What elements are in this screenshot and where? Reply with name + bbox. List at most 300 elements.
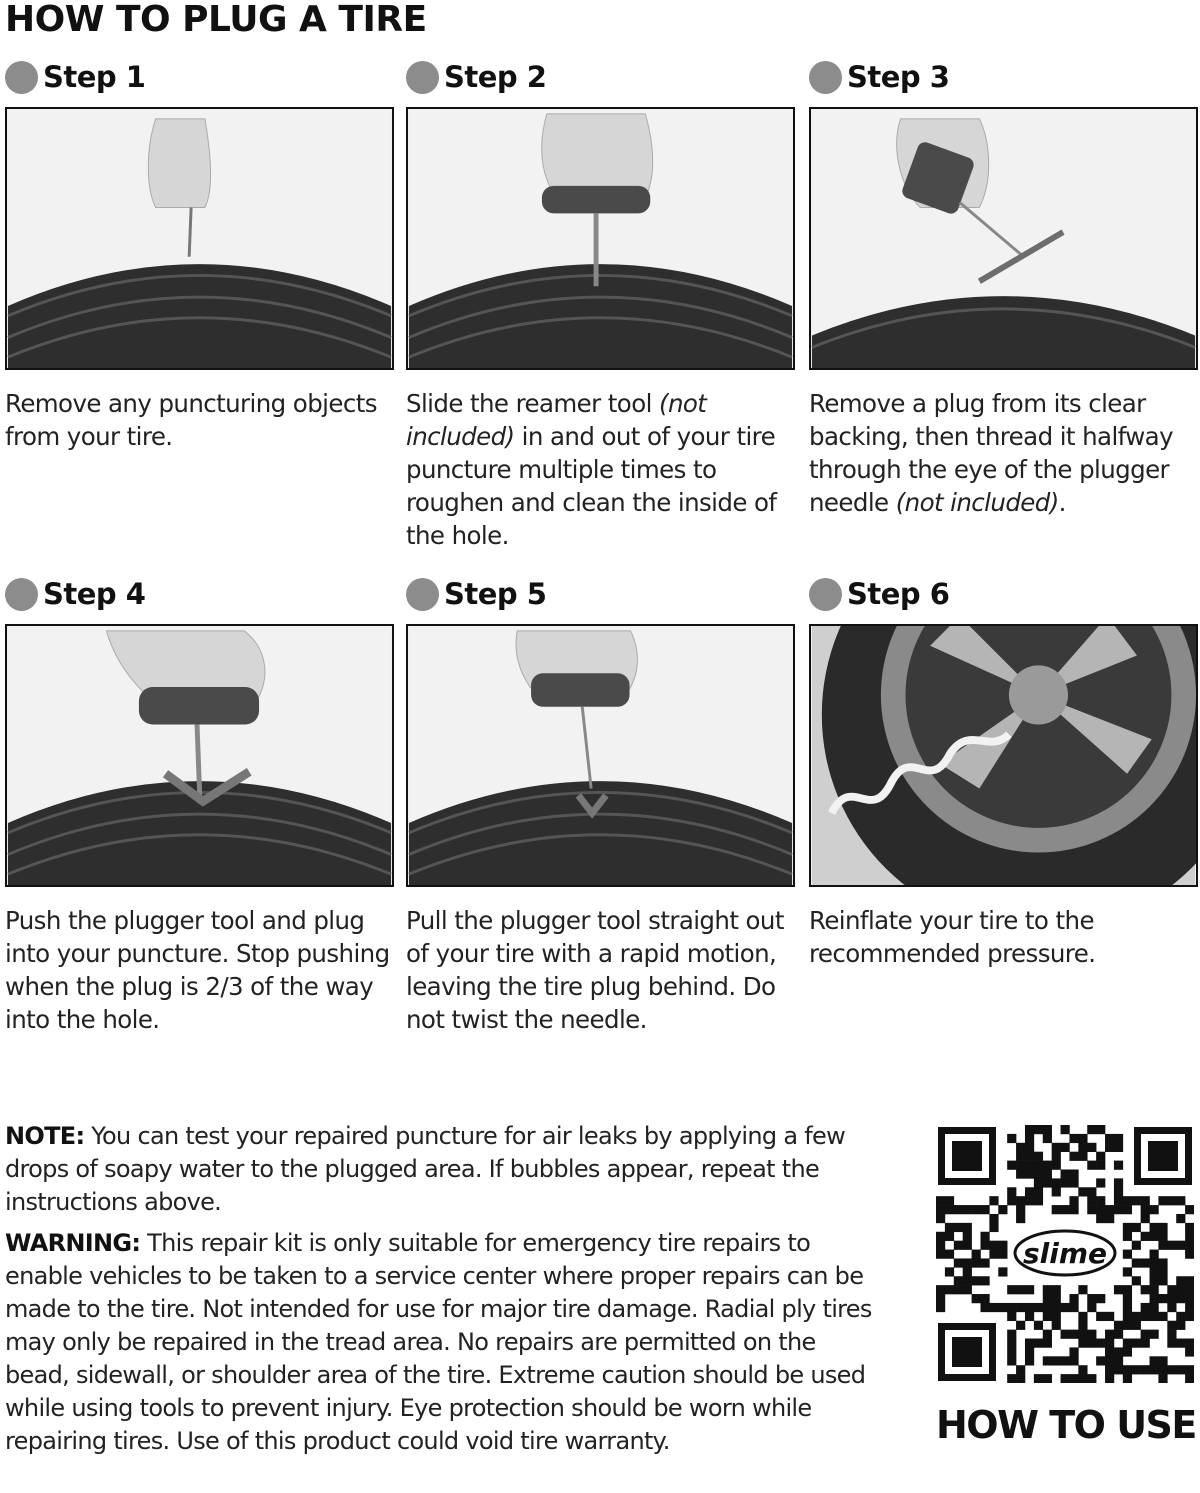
qr-module [1078,1285,1087,1294]
qr-module [1052,1356,1061,1365]
qr-module [1007,1196,1016,1205]
qr-module [1025,1187,1034,1196]
qr-module [1034,1169,1043,1178]
qr-module [1141,1330,1150,1339]
qr-module [1043,1169,1052,1178]
qr-module [1123,1250,1132,1259]
qr-module [1043,1125,1052,1134]
qr-module [1034,1339,1043,1348]
step-label: Step 5 [444,577,547,611]
step-header [5,574,145,614]
qr-module [1114,1196,1123,1205]
qr-module [1185,1294,1194,1303]
qr-module [1150,1294,1159,1303]
qr-module [936,1196,945,1205]
qr-module [1078,1321,1087,1330]
qr-module [1078,1312,1087,1321]
qr-module [1132,1196,1141,1205]
qr-module [1185,1285,1194,1294]
qr-module [1034,1321,1043,1330]
qr-module [1087,1143,1096,1152]
qr-module [1132,1241,1141,1250]
qr-module [1052,1294,1061,1303]
qr-module [1087,1294,1096,1303]
qr-module [1043,1161,1052,1170]
qr-module [1069,1374,1078,1383]
qr-module [1105,1365,1114,1374]
step-bullet-icon [5,578,38,611]
qr-module [1052,1178,1061,1187]
qr-module [1034,1196,1043,1205]
qr-module [963,1205,972,1214]
qr-module [945,1223,954,1232]
qr-module [936,1303,945,1312]
step-description: Push the plugger tool and plug into your puncture. Stop pushing when the plug is 2/3 of the way into the hole. [5,906,390,1034]
qr-module [963,1285,972,1294]
qr-module [1123,1223,1132,1232]
qr-module [1069,1169,1078,1178]
step-header [406,574,546,614]
qr-module [1061,1374,1070,1383]
qr-module [1123,1285,1132,1294]
qr-module [1052,1321,1061,1330]
qr-module [1114,1134,1123,1143]
qr-module [972,1250,981,1259]
qr-module [954,1276,963,1285]
qr-module [1069,1330,1078,1339]
qr-module [954,1205,963,1214]
note-label: NOTE: [5,1122,85,1150]
qr-module [1158,1356,1167,1365]
qr-module [1150,1365,1159,1374]
qr-module [1132,1365,1141,1374]
qr-module [1043,1356,1052,1365]
qr-module [1158,1276,1167,1285]
qr-module [1150,1250,1159,1259]
qr-module [1158,1312,1167,1321]
qr-module [1016,1152,1025,1161]
qr-module [1105,1143,1114,1152]
qr-module [1025,1169,1034,1178]
qr-module [945,1196,954,1205]
qr-module [972,1294,981,1303]
qr-module [1105,1356,1114,1365]
step-1-photo [5,107,394,370]
qr-module [1150,1356,1159,1365]
qr-module [1096,1339,1105,1348]
qr-module [1016,1161,1025,1170]
qr-module [1185,1339,1194,1348]
qr-module [1052,1285,1061,1294]
qr-module [1025,1134,1034,1143]
tire-reamer-image [408,109,793,368]
qr-module [989,1303,998,1312]
qr-module [1123,1232,1132,1241]
qr-module [1061,1143,1070,1152]
qr-module [945,1205,954,1214]
qr-module [1087,1161,1096,1170]
step-bullet-icon [406,578,439,611]
qr-module [1069,1356,1078,1365]
qr-module [1061,1303,1070,1312]
qr-module [1087,1303,1096,1312]
step-label: Step 2 [444,60,547,94]
qr-module [1025,1356,1034,1365]
qr-code-graphic [936,1125,1194,1383]
qr-module [1034,1374,1043,1383]
qr-module [1114,1321,1123,1330]
qr-module [963,1267,972,1276]
qr-module [1141,1303,1150,1312]
qr-module [1141,1258,1150,1267]
qr-module [1123,1303,1132,1312]
qr-module [1087,1187,1096,1196]
qr-module [936,1232,945,1241]
qr-module [1167,1321,1176,1330]
qr-module [1078,1187,1087,1196]
tire-tread-image [7,109,392,368]
qr-module [1185,1241,1194,1250]
step-label: Step 6 [847,577,950,611]
qr-module [1132,1276,1141,1285]
qr-module [1016,1374,1025,1383]
qr-module [1141,1205,1150,1214]
qr-module [1105,1330,1114,1339]
qr-module [1176,1294,1185,1303]
qr-module [1105,1374,1114,1383]
qr-module [945,1250,954,1259]
step-4-photo [5,624,394,887]
qr-code[interactable] [936,1125,1194,1383]
qr-module [1123,1321,1132,1330]
qr-module [1105,1347,1114,1356]
qr-module [1052,1303,1061,1312]
qr-module [1123,1365,1132,1374]
qr-module [1096,1312,1105,1321]
qr-module [1176,1276,1185,1285]
step-bullet-icon [809,578,842,611]
qr-module [1016,1205,1025,1214]
qr-module [1043,1134,1052,1143]
qr-module [1141,1365,1150,1374]
qr-module [1158,1223,1167,1232]
qr-module [1185,1365,1194,1374]
qr-module [1007,1187,1016,1196]
qr-module [1114,1161,1123,1170]
qr-module [1052,1143,1061,1152]
qr-module [1114,1330,1123,1339]
qr-module [1034,1125,1043,1134]
step-description: Remove any puncturing objects from your tire. [5,389,377,451]
qr-module [989,1250,998,1259]
qr-module [1176,1339,1185,1348]
qr-module [1105,1214,1114,1223]
qr-module [980,1205,989,1214]
qr-module [1052,1312,1061,1321]
qr-module [1087,1330,1096,1339]
qr-module [1150,1258,1159,1267]
qr-module [1114,1285,1123,1294]
qr-module [1141,1312,1150,1321]
qr-module [1025,1285,1034,1294]
qr-module [1078,1339,1087,1348]
qr-module [1025,1125,1034,1134]
slime-logo: slime [1022,1237,1108,1270]
step-bullet-icon [809,61,842,94]
qr-module [1016,1303,1025,1312]
qr-module [1150,1303,1159,1312]
qr-module [1016,1321,1025,1330]
qr-module [1185,1223,1194,1232]
qr-module [1141,1214,1150,1223]
qr-module [963,1258,972,1267]
qr-module [954,1241,963,1250]
qr-module [954,1285,963,1294]
qr-module [998,1250,1007,1259]
qr-module [1025,1161,1034,1170]
qr-module [998,1205,1007,1214]
qr-module [1132,1339,1141,1348]
qr-module [1141,1196,1150,1205]
qr-module [1016,1285,1025,1294]
qr-module [1114,1187,1123,1196]
qr-module [1087,1339,1096,1348]
qr-module [1087,1125,1096,1134]
qr-module [963,1241,972,1250]
qr-module [1185,1250,1194,1259]
qr-module [1025,1339,1034,1348]
qr-module [1114,1143,1123,1152]
step-3 [809,57,1199,537]
qr-module [980,1232,989,1241]
qr-caption: HOW TO USE [936,1403,1196,1447]
qr-module [963,1223,972,1232]
qr-module [1096,1214,1105,1223]
step-2 [406,57,796,550]
qr-module [1043,1312,1052,1321]
qr-module [1141,1285,1150,1294]
qr-module [1132,1223,1141,1232]
qr-module [1069,1303,1078,1312]
qr-module [1114,1178,1123,1187]
qr-module [1016,1169,1025,1178]
qr-module [1185,1347,1194,1356]
qr-module [1123,1267,1132,1276]
qr-module [1061,1169,1070,1178]
qr-module [1087,1196,1096,1205]
qr-module [945,1267,954,1276]
step-description: Slide the reamer tool (not included) in and out of your tire puncture multiple times to roughen and clean the inside of the hole. [406,389,777,550]
qr-module [1052,1161,1061,1170]
qr-module [1158,1241,1167,1250]
step-5 [406,574,796,1054]
qr-module [980,1241,989,1250]
qr-module [1016,1365,1025,1374]
qr-module [1096,1205,1105,1214]
plug-threading-image [811,109,1196,368]
qr-module [1185,1374,1194,1383]
qr-module [1158,1258,1167,1267]
qr-module [1078,1152,1087,1161]
qr-module [936,1250,945,1259]
qr-module [1150,1232,1159,1241]
note-paragraph [5,1120,875,1219]
qr-module [954,1258,963,1267]
qr-module [1158,1365,1167,1374]
warning-label: WARNING: [5,1229,141,1257]
tire-inflation-image [811,626,1196,885]
qr-module [1096,1294,1105,1303]
qr-module [936,1205,945,1214]
qr-module [1167,1285,1176,1294]
qr-module [1141,1339,1150,1348]
qr-module [972,1276,981,1285]
qr-module [1025,1196,1034,1205]
qr-module [1132,1258,1141,1267]
qr-module [1176,1285,1185,1294]
qr-module [945,1232,954,1241]
qr-module [1016,1196,1025,1205]
qr-module [1061,1178,1070,1187]
qr-module [1061,1205,1070,1214]
step-bullet-icon [406,61,439,94]
step-label: Step 4 [43,577,146,611]
step-5-photo [406,624,795,887]
qr-module [1052,1205,1061,1214]
qr-module [1016,1143,1025,1152]
qr-module [1096,1125,1105,1134]
step-description: Remove a plug from its clear backing, then thread it halfway through the eye of the plugger needle (not included). [809,389,1173,517]
qr-module [1025,1152,1034,1161]
qr-module [1150,1223,1159,1232]
qr-module [1034,1178,1043,1187]
qr-module [1123,1312,1132,1321]
qr-module [1096,1196,1105,1205]
warning-text: This repair kit is only suitable for emergency tire repairs to enable vehicles to be taken to a service center where proper repairs can be made to the tire. Not intended for use for major tire damage. Radial ply tires may only be repaired in the tread area. No repairs are permitted on the bead, sidewall, or shoulder area of the tire. Extreme caution should be used while using tools to prevent injury. Eye protection should be worn while repairing tires. Use of this product could void tire warranty. [5,1229,872,1455]
qr-module [1150,1267,1159,1276]
qr-module [1025,1303,1034,1312]
step-1 [5,57,395,537]
qr-module [1043,1285,1052,1294]
qr-module [1176,1312,1185,1321]
qr-module [1043,1374,1052,1383]
qr-module [998,1267,1007,1276]
qr-module [1007,1134,1016,1143]
qr-module [1052,1187,1061,1196]
qr-module [1167,1196,1176,1205]
step-description: Reinflate your tire to the recommended pressure. [809,906,1096,968]
qr-module [1096,1161,1105,1170]
qr-module [1007,1161,1016,1170]
plug-insertion-image [7,626,392,885]
qr-module [1167,1241,1176,1250]
qr-module [1069,1134,1078,1143]
qr-module [1078,1374,1087,1383]
step-header [406,57,546,97]
qr-module [1123,1374,1132,1383]
qr-module [1007,1285,1016,1294]
qr-module [1034,1161,1043,1170]
qr-module [1043,1303,1052,1312]
qr-module [963,1276,972,1285]
qr-module [1061,1330,1070,1339]
step-4 [5,574,395,1054]
qr-module [1069,1178,1078,1187]
qr-module [1043,1178,1052,1187]
qr-module [963,1232,972,1241]
step-2-photo [406,107,795,370]
qr-module [1123,1205,1132,1214]
qr-module [945,1285,954,1294]
qr-module [1043,1339,1052,1348]
qr-module [1007,1374,1016,1383]
qr-module [1069,1152,1078,1161]
qr-module [1043,1330,1052,1339]
qr-module [980,1294,989,1303]
qr-module [1185,1303,1194,1312]
qr-module [1158,1294,1167,1303]
qr-module [1158,1267,1167,1276]
qr-module [1185,1232,1194,1241]
qr-module [1167,1294,1176,1303]
qr-module [1096,1178,1105,1187]
qr-module [1158,1196,1167,1205]
step-label: Step 3 [847,60,950,94]
qr-module [1087,1205,1096,1214]
qr-module [1061,1356,1070,1365]
qr-module [1034,1303,1043,1312]
qr-module [1069,1205,1078,1214]
qr-module [1016,1214,1025,1223]
qr-module [1114,1356,1123,1365]
qr-module [1132,1321,1141,1330]
qr-module [1025,1312,1034,1321]
qr-module [1150,1330,1159,1339]
qr-module [980,1276,989,1285]
step-label: Step 1 [43,60,146,94]
qr-module [1150,1285,1159,1294]
qr-module [936,1294,945,1303]
qr-module [1105,1205,1114,1214]
qr-module [1034,1152,1043,1161]
qr-module [936,1214,945,1223]
step-6-photo [809,624,1198,887]
qr-module [989,1196,998,1205]
qr-module [1105,1339,1114,1348]
qr-module [998,1303,1007,1312]
qr-module [1043,1294,1052,1303]
qr-module [1105,1134,1114,1143]
step-3-photo [809,107,1198,370]
qr-module [1034,1187,1043,1196]
qr-module [1069,1196,1078,1205]
qr-module [1025,1347,1034,1356]
qr-module [1052,1152,1061,1161]
qr-module [1132,1312,1141,1321]
qr-module [1167,1330,1176,1339]
qr-module [1114,1365,1123,1374]
qr-module [1007,1330,1016,1339]
qr-module [1176,1321,1185,1330]
qr-module [1096,1356,1105,1365]
step-header [809,57,949,97]
qr-module [1114,1347,1123,1356]
qr-module [980,1258,989,1267]
tool-removal-image [408,626,793,885]
step-header [5,57,145,97]
page-title: HOW TO PLUG A TIRE [5,0,427,40]
qr-module [1176,1241,1185,1250]
